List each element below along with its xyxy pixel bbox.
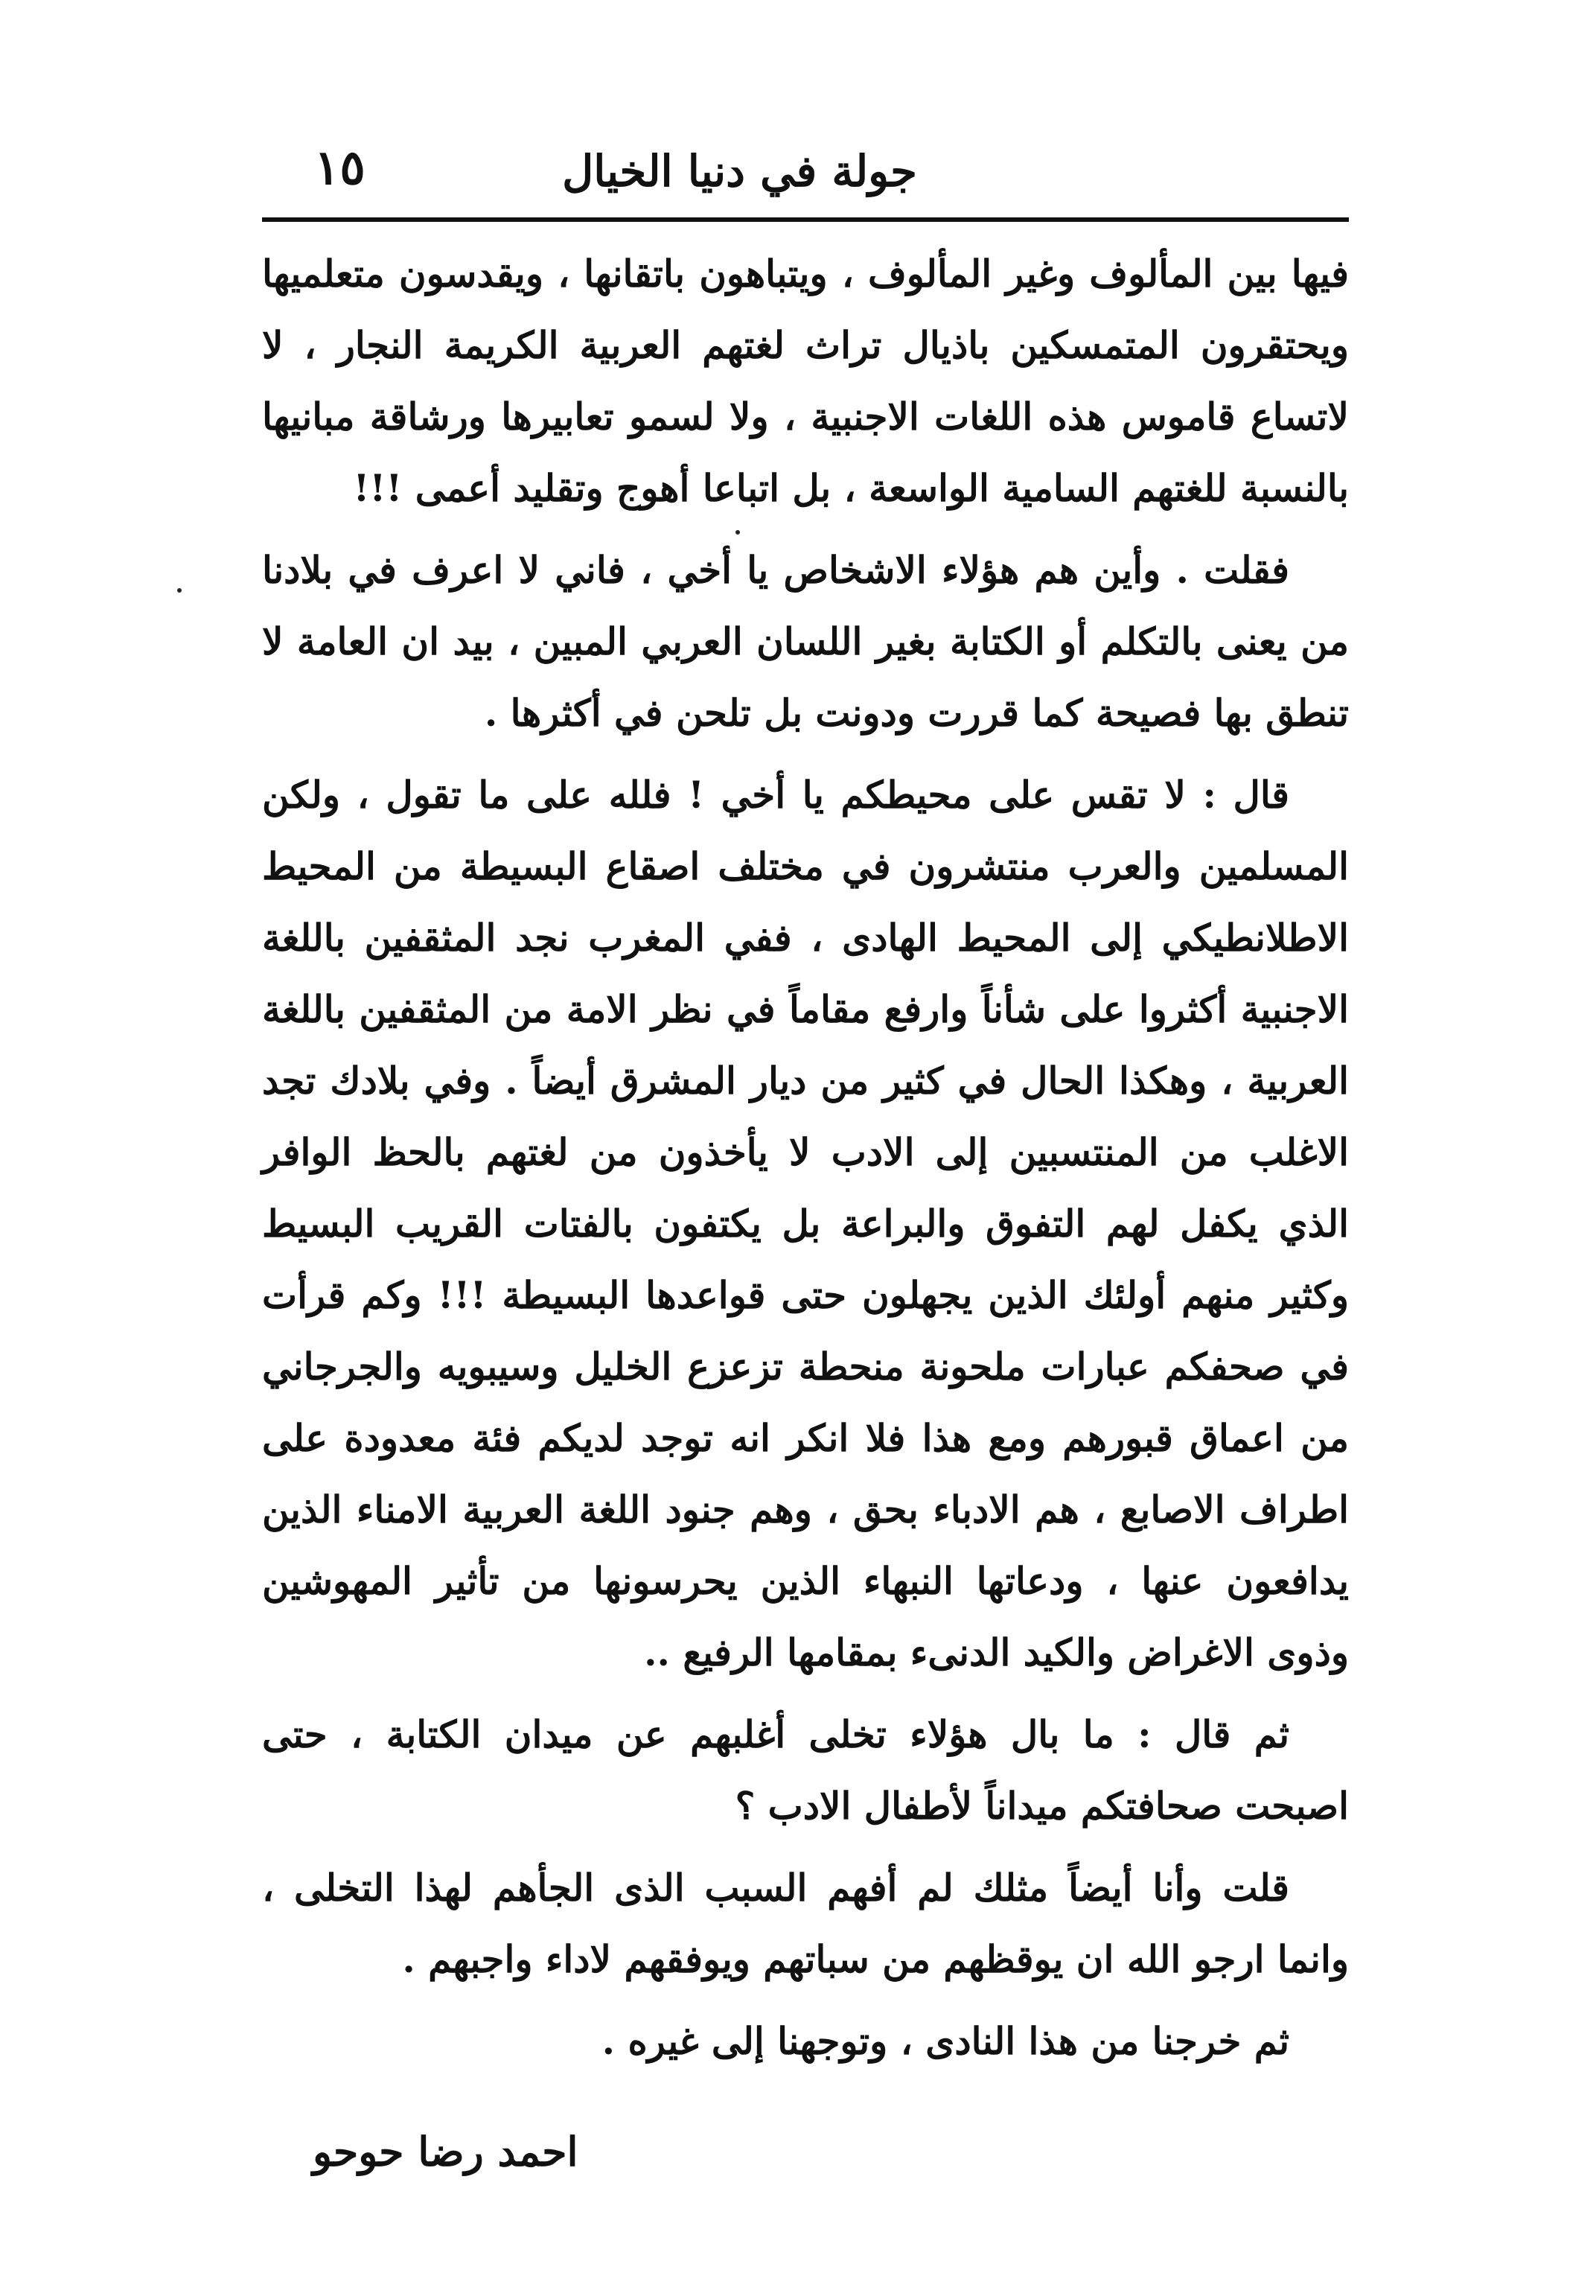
paragraph-6: ثم خرجنا من هذا النادى ، وتوجهنا إلى غيره . xyxy=(601,2019,1289,2063)
paragraph-4: ثم قال : ما بال هؤلاء تخلى أغلبهم عن ميدان الكتابة ، حتى اصبحت صحافتكم ميداناً لأطفال الادب ؟ xyxy=(262,1712,1349,1828)
scan-speck xyxy=(177,588,182,593)
header-title: جولة في دنيا الخيال xyxy=(562,146,917,197)
paragraph-3: قال : لا تقس على محيطكم يا أخي ! فلله على ما تقول ، ولكن المسلمين والعرب منتشرون في مختلف اصقاع البسيطة من المحيط الاطلانطيكي إلى المحيط الهادى ، ففي المغرب نجد المثقفين باللغة الاجنبية أكثروا على شأناً وارفع مقاماً في نظر الامة من المثقفين باللغة العربية ، وهكذا الحال في كثير من ديار المشرق أيضاً . وفي بلادك تجد الاغلب من المنتسبين إلى الادب لا يأخذون من لغتهم بالحظ الوافر الذي يكفل لهم التفوق والبراعة بل يكتفون بالفتات القريب البسيط وكثير منهم أولئك الذين يجهلون حتى قواعدها البسيطة !!! وكم قرأت في صحفكم عبارات ملحونة منحطة تزعزع الخليل وسيبويه والجرجاني من اعماق قبورهم ومع هذا فلا انكر انه توجد لديكم فئة معدودة على اطراف الاصابع ، هم الادباء بحق ، وهم جنود اللغة العربية الامناء الذين يدافعون عنها ، ودعاتها النبهاء الذين يحرسونها من تأثير المهوشين وذوى الاغراض والكيد الدنىء بمقامها الرفيع .. xyxy=(262,773,1349,1674)
paragraph-1: فيها بين المألوف وغير المألوف ، ويتباهون باتقانها ، ويقدسون متعلميها ويحتقرون المتمسكين باذيال تراث لغتهم العربية الكريمة النجار ، لا لاتساع قاموس هذه اللغات الاجنبية ، ولا لسمو تعابيرها ورشاقة مبانيها بالنسبة للغتهم السامية الواسعة ، بل اتباعا أهوج وتقليد أعمى !!! xyxy=(262,252,1349,510)
page-number: ١٥ xyxy=(314,140,366,196)
header-divider xyxy=(262,217,1349,222)
paragraph-5: قلت وأنا أيضاً مثلك لم أفهم السبب الذى الجأهم لهذا التخلى ، وانما ارجو الله ان يوقظهم من سباتهم ويوفقهم لاداء واجبهم . xyxy=(262,1866,1349,1981)
author-signature: احمد رضا حوحو xyxy=(313,2128,578,2175)
running-header xyxy=(262,125,1349,207)
scan-speck xyxy=(735,530,740,535)
article-body xyxy=(262,238,1349,2088)
paragraph-2: فقلت . وأين هم هؤلاء الاشخاص يا أخي ، فاني لا اعرف في بلادنا من يعنى بالتكلم أو الكتابة بغير اللسان العربي المبين ، بيد ان العامة لا تنطق بها فصيحة كما قررت ودونت بل تلحن في أكثرها . xyxy=(262,548,1349,735)
